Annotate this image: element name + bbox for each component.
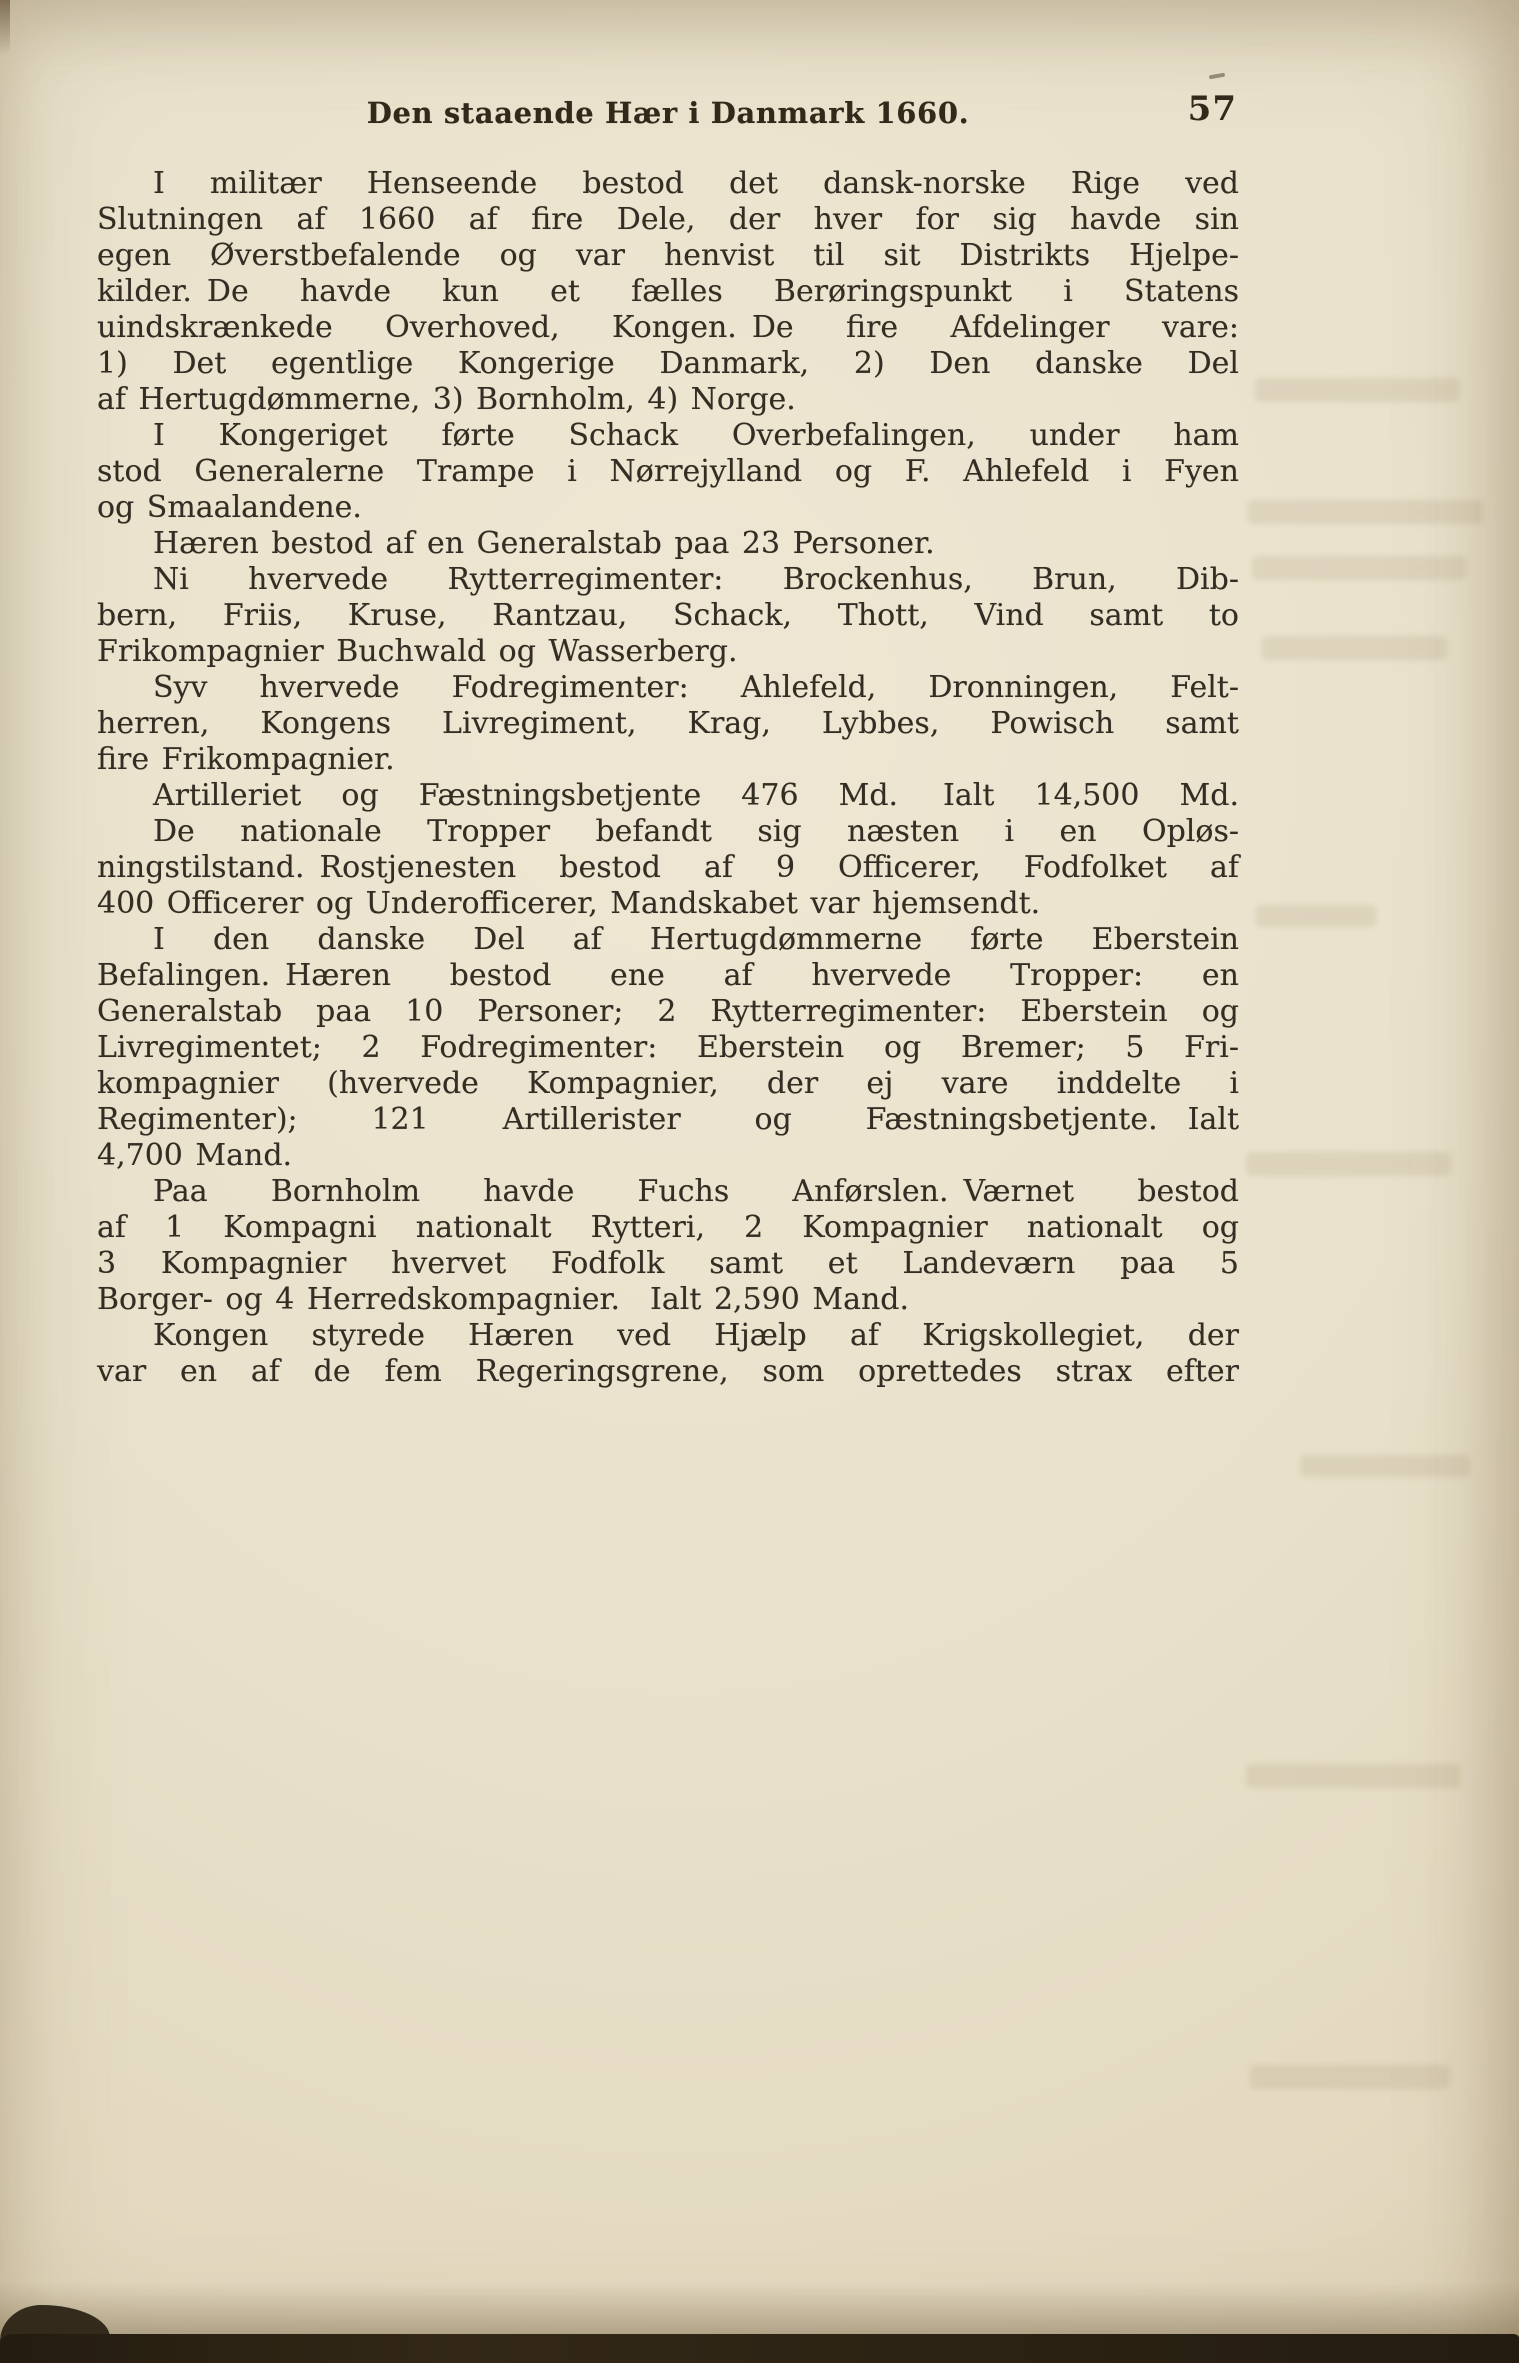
text-line: Regimenter); 121 Artillerister og Fæstningsbetjente. Ialt bbox=[97, 1102, 1239, 1137]
text-line: I den danske Del af Hertugdømmerne førte Eberstein bbox=[153, 922, 1239, 957]
text-line: 1) Det egentlige Kongerige Danmark, 2) Den danske Del bbox=[97, 346, 1239, 381]
text-line: I militær Henseende bestod det dansk-norske Rige ved bbox=[153, 166, 1239, 201]
text-line: stod Generalerne Trampe i Nørrejylland og F. Ahlefeld i Fyen bbox=[97, 454, 1239, 489]
paragraph-5 bbox=[97, 670, 1239, 778]
text-line: Livregimentet; 2 Fodregimenter: Eberstein og Bremer; 5 Fri- bbox=[97, 1030, 1239, 1065]
text-line: Befalingen. Hæren bestod ene af hvervede Tropper: en bbox=[97, 958, 1239, 993]
bleedthrough-smudge bbox=[1252, 556, 1467, 580]
text-line: kilder. De havde kun et fælles Berøringspunkt i Statens bbox=[97, 274, 1239, 309]
bleedthrough-smudge bbox=[1300, 1455, 1470, 1477]
text-line: og Smaalandene. bbox=[97, 490, 362, 525]
text-line: Borger- og 4 Herredskompagnier. Ialt 2,590 Mand. bbox=[97, 1282, 910, 1317]
text-line: uindskrænkede Overhoved, Kongen. De fire Afdelinger vare: bbox=[97, 310, 1239, 345]
paragraph-1 bbox=[97, 166, 1239, 418]
page-header bbox=[97, 89, 1239, 140]
text-line: Frikompagnier Buchwald og Wasserberg. bbox=[97, 634, 738, 669]
paragraph-3 bbox=[97, 526, 1239, 562]
page-number: 57 bbox=[1187, 89, 1237, 129]
bleedthrough-smudge bbox=[1256, 905, 1376, 927]
paragraph-6 bbox=[97, 778, 1239, 814]
text-line: ningstilstand. Rostjenesten bestod af 9 Officerer, Fodfolket af bbox=[97, 850, 1239, 885]
paragraph-10 bbox=[97, 1318, 1239, 1390]
text-line: bern, Friis, Kruse, Rantzau, Schack, Thott, Vind samt to bbox=[97, 598, 1239, 633]
text-line: Slutningen af 1660 af fire Dele, der hver for sig havde sin bbox=[97, 202, 1239, 237]
text-line: herren, Kongens Livregiment, Krag, Lybbes, Powisch samt bbox=[97, 706, 1239, 741]
text-line: 400 Officerer og Underofficerer, Mandskabet var hjemsendt. bbox=[97, 886, 1041, 921]
text-line: Ni hvervede Rytterregimenter: Brockenhus, Brun, Dib- bbox=[153, 562, 1239, 597]
text-line: Paa Bornholm havde Fuchs Anførslen. Værnet bestod bbox=[153, 1174, 1239, 1209]
text-line: var en af de fem Regeringsgrene, som oprettedes strax efter bbox=[97, 1354, 1239, 1389]
ink-speck bbox=[1209, 73, 1225, 80]
text-line: 3 Kompagnier hvervet Fodfolk samt et Landeværn paa 5 bbox=[97, 1246, 1239, 1281]
bleedthrough-smudge bbox=[1248, 500, 1483, 524]
text-line: I Kongeriget førte Schack Overbefalingen, under ham bbox=[153, 418, 1239, 453]
text-line: Syv hvervede Fodregimenter: Ahlefeld, Dronningen, Felt- bbox=[153, 670, 1239, 705]
page-bottom-shadow bbox=[0, 2282, 1519, 2336]
text-line: Artilleriet og Fæstningsbetjente 476 Md. Ialt 14,500 Md. bbox=[153, 778, 1239, 813]
running-title: Den staaende Hær i Danmark 1660. bbox=[366, 96, 970, 130]
text-line: egen Øverstbefalende og var henvist til sit Distrikts Hjelpe- bbox=[97, 238, 1239, 273]
text-line: Kongen styrede Hæren ved Hjælp af Krigskollegiet, der bbox=[153, 1318, 1239, 1353]
text-line: fire Frikompagnier. bbox=[97, 742, 395, 777]
paragraph-7 bbox=[97, 814, 1239, 922]
text-line: kompagnier (hvervede Kompagnier, der ej vare inddelte i bbox=[97, 1066, 1239, 1101]
text-line: Generalstab paa 10 Personer; 2 Rytterregimenter: Eberstein og bbox=[97, 994, 1239, 1029]
book-edge bbox=[0, 2334, 1519, 2363]
paragraph-2 bbox=[97, 418, 1239, 526]
bleedthrough-smudge bbox=[1246, 1764, 1461, 1788]
text-line: af Hertugdømmerne, 3) Bornholm, 4) Norge. bbox=[97, 382, 796, 417]
scan-edge-artifact bbox=[0, 0, 10, 55]
paragraph-8 bbox=[97, 922, 1239, 1174]
paragraph-4 bbox=[97, 562, 1239, 670]
text-line: Hæren bestod af en Generalstab paa 23 Personer. bbox=[153, 526, 935, 561]
bleedthrough-smudge bbox=[1246, 1152, 1451, 1176]
text-line: 4,700 Mand. bbox=[97, 1138, 293, 1173]
text-line: De nationale Tropper befandt sig næsten i en Opløs- bbox=[153, 814, 1239, 849]
bleedthrough-smudge bbox=[1250, 2065, 1450, 2089]
bleedthrough-smudge bbox=[1262, 636, 1447, 660]
body-text bbox=[97, 166, 1239, 1390]
bleedthrough-smudge bbox=[1255, 378, 1460, 402]
paragraph-9 bbox=[97, 1174, 1239, 1318]
text-line: af 1 Kompagni nationalt Rytteri, 2 Kompagnier nationalt og bbox=[97, 1210, 1239, 1245]
